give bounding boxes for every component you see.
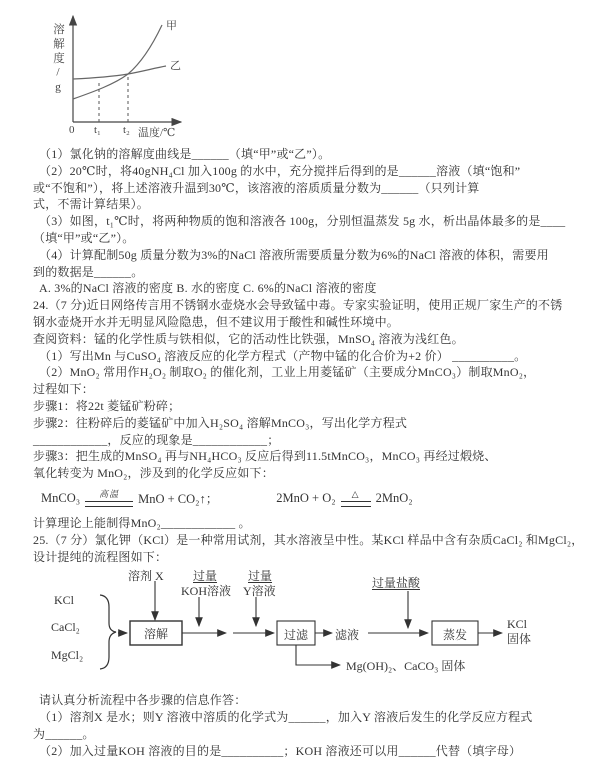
double-line-equals [341,501,371,507]
text-line: 查阅资料：锰的化学性质与铁相似，它的活动性比铁强，MnSO₄ 溶液为浅红色。 [33,331,464,346]
input-cacl2: CaCl₂ [51,620,80,635]
product-line2: 固体 [507,632,532,647]
text-line: 或“不饱和”），将上述溶液升温到30℃，该溶液的溶质质量分数为______（只列计算 [33,180,480,195]
question-text [33,146,593,760]
filter-box-label: 过滤 [283,628,308,643]
solubility-graph [45,8,260,150]
chemical-equations [33,482,593,515]
text-line: （3）如图，t₁℃时，将两种物质的饱和溶液各 100g，分别恒温蒸发 5g 水，析出晶体最多的是____ [39,214,566,229]
text-line: 步骤3：把生成的MnSO₄ 再与NH₄HCO₃ 反应后得到11.5tMnCO₃，MnCO₃ 再经过煅烧、 [33,449,497,464]
text-line: 到的数据是______。 [33,264,144,279]
text-line: 步骤2：往粉碎后的菱锰矿中加入H₂SO₄ 溶解MnCO₃，写出化学方程式 [33,415,408,430]
brace [100,595,116,669]
text-line: 为______。 [33,726,95,741]
filtrate-label: 滤液 [335,628,360,643]
text-line: 步骤1：将22t 菱锰矿粉碎； [33,398,181,413]
curve-jia [73,25,162,99]
eq-right-products: 2MnO₂ [375,490,413,505]
text-line: 过程如下： [33,382,95,397]
text-line: 请认真分析流程中各步骤的信息作答： [39,693,247,708]
eq-left-products: MnO + CO₂↑； [138,492,219,507]
tick-t1: t₁ [94,124,101,136]
excess-label: 过量 [193,569,218,584]
text-line: A. 3%的NaCl 溶液的密度 B. 水的密度 C. 6%的NaCl 溶液的密度 [39,281,377,296]
text-line: 设计提纯的流程图如下： [33,549,168,564]
text-line: （1）氯化钠的溶解度曲线是______（填“甲”或“乙”）。 [39,147,331,161]
y-axis-label: 溶解度/g [52,23,64,97]
text-line: （1）写出Mn 与CuSO₄ 溶液反应的化学方程式（产物中锰的化合价为+2 价） __________。 [39,348,527,363]
reaction-condition-delta [341,490,371,507]
excess-hcl-label: 过量盐酸 [372,576,421,591]
solvent-x-label: 溶剂 X [128,569,164,584]
text-line: （2）MnO₂ 常用作H₂O₂ 制取O₂ 的催化剂，工业上用菱锰矿（主要成分MnCO₃）制取MnO₂， [39,365,536,380]
condition-label: △ [351,488,360,499]
input-mgcl2: MgCl₂ [51,648,84,663]
curve-label-yi: 乙 [170,60,181,72]
text-line: 式，不需计算结果）。 [33,197,150,212]
y-solution-label: Y溶液 [243,584,276,599]
text-line: （2）20℃时，将40gNH₄Cl 加入100g 的水中，充分搅拌后得到的是______溶液（填“饱和” [39,163,521,178]
text-line: 24.（7 分)近日网络传言用不锈钢水壶烧水会导致锰中毒。专家实验证明，使用正规厂家生产的不锈 [33,298,563,313]
text-line: （填“甲”或“乙”）。 [33,230,135,245]
text-line: 氧化转变为 MnO₂，涉及到的化学反应如下： [33,466,274,481]
evaporate-box-label: 蒸发 [442,628,467,643]
curve-yi [73,66,166,79]
condition-label: 高温 [99,488,120,499]
dissolve-box-label: 溶解 [143,627,168,642]
excess-label: 过量 [248,569,273,584]
koh-solution-label: KOH溶液 [181,584,231,599]
input-kcl: KCl [54,593,75,608]
precipitate-label: Mg(OH)₂、CaCO₃ 固体 [346,659,466,674]
product-line1: KCl [507,617,528,632]
reaction-condition-high-temp [85,490,133,507]
text-line: （4）计算配制50g 质量分数为3%的NaCl 溶液所需要质量分数为6%的NaCl 溶液的体积，需要用 [39,247,549,262]
text-line: （1）溶剂X 是水；则Y 溶液中溶质的化学式为______，加入Y 溶液后发生的化学反应方程式 [39,710,533,725]
eq-right-reactants: 2MnO + O₂ [276,490,336,505]
origin-tick: 0 [69,124,75,136]
product-label [507,617,531,647]
text-line: 25.（7 分）氯化钾（KCl）是一种常用试剂，其水溶液呈中性。某KCl 样品中含有杂质CaCl₂ 和MgCl₂， [33,532,584,547]
double-line-equals [85,501,133,507]
text-line: 钢水壶烧开水并无明显风险隐患，但不建议用于酸性和碱性环境中。 [33,314,400,329]
x-axis-label: 温度/℃ [138,127,176,139]
tick-t2: t₂ [123,124,130,136]
text-line: （2）加入过量KOH 溶液的目的是__________；KOH 溶液还可以用______代替（填字母） [39,743,522,758]
eq-left-reactant: MnCO₃ [41,490,81,505]
arrow-filter-to-precipitate [296,645,340,665]
text-line: ____________，反应的现象是____________； [33,432,280,447]
curve-label-jia: 甲 [166,20,177,32]
text-line: 计算理论上能制得MnO₂____________ 。 [33,515,251,530]
purification-flowchart [30,567,578,689]
